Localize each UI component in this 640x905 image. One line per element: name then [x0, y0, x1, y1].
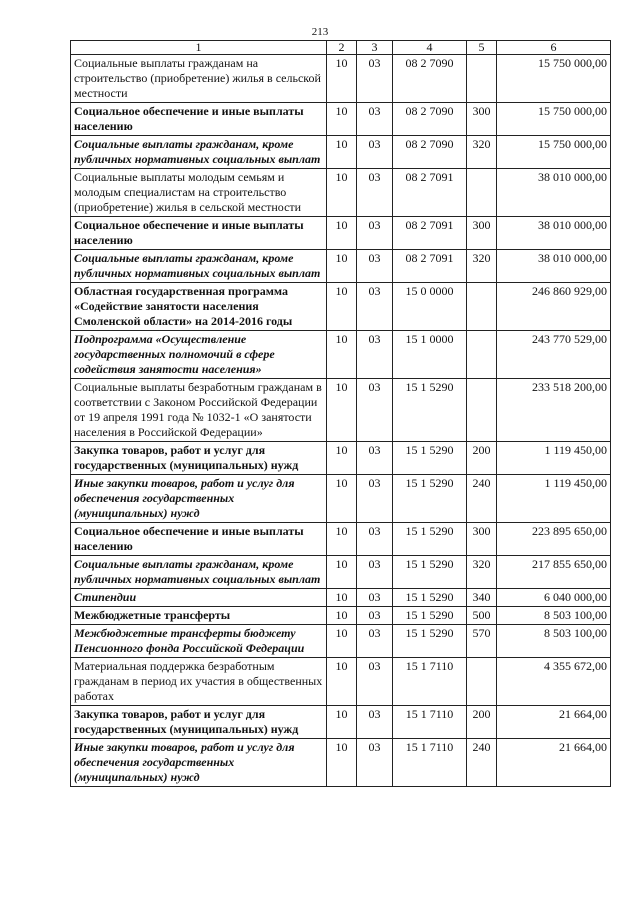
row-amount: 217 855 650,00	[497, 556, 611, 589]
row-section: 10	[327, 331, 357, 379]
row-expense-type: 320	[467, 250, 497, 283]
row-name: Социальное обеспечение и иные выплаты населению	[71, 523, 327, 556]
row-expense-type	[467, 169, 497, 217]
table-row	[71, 625, 611, 658]
row-amount: 1 119 450,00	[497, 475, 611, 523]
row-target-article: 15 1 5290	[393, 556, 467, 589]
row-name: Социальные выплаты гражданам на строительство (приобретение) жилья в сельской местности	[71, 55, 327, 103]
row-target-article: 08 2 7091	[393, 217, 467, 250]
row-section: 10	[327, 589, 357, 607]
row-amount: 243 770 529,00	[497, 331, 611, 379]
row-target-article: 15 1 5290	[393, 625, 467, 658]
row-name: Подпрограмма «Осуществление государственных полномочий в сфере содействия занятости населения»	[71, 331, 327, 379]
row-section: 10	[327, 55, 357, 103]
row-target-article: 15 1 0000	[393, 331, 467, 379]
table-row	[71, 169, 611, 217]
row-subsection: 03	[357, 217, 393, 250]
budget-table	[70, 40, 611, 787]
row-subsection: 03	[357, 475, 393, 523]
column-header-expense-type: 5	[467, 41, 497, 55]
row-expense-type	[467, 55, 497, 103]
row-expense-type: 500	[467, 607, 497, 625]
row-target-article: 15 1 7110	[393, 706, 467, 739]
row-name: Закупка товаров, работ и услуг для государственных (муниципальных) нужд	[71, 706, 327, 739]
row-amount: 38 010 000,00	[497, 169, 611, 217]
table-row	[71, 379, 611, 442]
row-subsection: 03	[357, 607, 393, 625]
row-name: Межбюджетные трансферты бюджету Пенсионного фонда Российской Федерации	[71, 625, 327, 658]
row-subsection: 03	[357, 556, 393, 589]
row-name: Социальное обеспечение и иные выплаты населению	[71, 217, 327, 250]
row-name: Материальная поддержка безработным гражданам в период их участия в общественных работах	[71, 658, 327, 706]
column-header-name: 1	[71, 41, 327, 55]
table-row	[71, 55, 611, 103]
row-section: 10	[327, 658, 357, 706]
table-row	[71, 250, 611, 283]
table-row	[71, 136, 611, 169]
row-target-article: 08 2 7091	[393, 169, 467, 217]
row-expense-type	[467, 331, 497, 379]
row-name: Социальные выплаты гражданам, кроме публичных нормативных социальных выплат	[71, 250, 327, 283]
row-section: 10	[327, 250, 357, 283]
row-target-article: 08 2 7090	[393, 136, 467, 169]
row-section: 10	[327, 475, 357, 523]
row-target-article: 08 2 7090	[393, 55, 467, 103]
row-amount: 8 503 100,00	[497, 625, 611, 658]
row-target-article: 15 1 7110	[393, 658, 467, 706]
table-row	[71, 556, 611, 589]
row-subsection: 03	[357, 169, 393, 217]
header-row	[71, 41, 611, 55]
row-target-article: 15 1 5290	[393, 379, 467, 442]
row-expense-type: 200	[467, 706, 497, 739]
row-amount: 4 355 672,00	[497, 658, 611, 706]
column-header-amount: 6	[497, 41, 611, 55]
row-subsection: 03	[357, 103, 393, 136]
row-section: 10	[327, 379, 357, 442]
row-name: Социальные выплаты гражданам, кроме публичных нормативных социальных выплат	[71, 136, 327, 169]
row-name: Социальное обеспечение и иные выплаты населению	[71, 103, 327, 136]
row-amount: 21 664,00	[497, 739, 611, 787]
table-row	[71, 589, 611, 607]
row-expense-type: 300	[467, 103, 497, 136]
column-header-target-article: 4	[393, 41, 467, 55]
row-section: 10	[327, 136, 357, 169]
table-row	[71, 442, 611, 475]
row-expense-type: 240	[467, 475, 497, 523]
row-name: Социальные выплаты безработным гражданам в соответствии с Законом Российской Федерации от 19 апреля 1991 года № 1032-1 «О занятости населения в Российской Федерации»	[71, 379, 327, 442]
row-target-article: 15 1 5290	[393, 523, 467, 556]
table-row	[71, 475, 611, 523]
row-expense-type: 570	[467, 625, 497, 658]
row-expense-type: 340	[467, 589, 497, 607]
row-expense-type: 300	[467, 523, 497, 556]
row-subsection: 03	[357, 658, 393, 706]
row-amount: 246 860 929,00	[497, 283, 611, 331]
row-subsection: 03	[357, 589, 393, 607]
row-target-article: 08 2 7090	[393, 103, 467, 136]
row-target-article: 15 1 5290	[393, 475, 467, 523]
table-row	[71, 607, 611, 625]
row-section: 10	[327, 625, 357, 658]
row-section: 10	[327, 169, 357, 217]
table-row	[71, 523, 611, 556]
row-expense-type: 320	[467, 556, 497, 589]
row-amount: 15 750 000,00	[497, 136, 611, 169]
table-row	[71, 739, 611, 787]
row-name: Иные закупки товаров, работ и услуг для обеспечения государственных (муниципальных) нужд	[71, 475, 327, 523]
row-amount: 8 503 100,00	[497, 607, 611, 625]
page-number: 213	[311, 26, 329, 38]
column-header-subsection: 3	[357, 41, 393, 55]
row-subsection: 03	[357, 442, 393, 475]
row-section: 10	[327, 706, 357, 739]
row-subsection: 03	[357, 250, 393, 283]
row-section: 10	[327, 607, 357, 625]
row-amount: 6 040 000,00	[497, 589, 611, 607]
row-expense-type	[467, 379, 497, 442]
row-target-article: 15 1 5290	[393, 589, 467, 607]
row-name: Областная государственная программа «Содействие занятости населения Смоленской области» на 2014-2016 годы	[71, 283, 327, 331]
row-name: Стипендии	[71, 589, 327, 607]
row-expense-type	[467, 283, 497, 331]
row-amount: 38 010 000,00	[497, 250, 611, 283]
row-subsection: 03	[357, 55, 393, 103]
row-name: Социальные выплаты молодым семьям и молодым специалистам на строительство (приобретение) жилья в сельской местности	[71, 169, 327, 217]
row-subsection: 03	[357, 625, 393, 658]
row-amount: 15 750 000,00	[497, 103, 611, 136]
row-subsection: 03	[357, 283, 393, 331]
row-section: 10	[327, 739, 357, 787]
row-amount: 21 664,00	[497, 706, 611, 739]
row-section: 10	[327, 103, 357, 136]
row-amount: 1 119 450,00	[497, 442, 611, 475]
table-row	[71, 103, 611, 136]
table-row	[71, 658, 611, 706]
row-expense-type	[467, 658, 497, 706]
row-subsection: 03	[357, 706, 393, 739]
row-target-article: 15 1 5290	[393, 607, 467, 625]
row-section: 10	[327, 523, 357, 556]
row-section: 10	[327, 442, 357, 475]
row-section: 10	[327, 556, 357, 589]
row-name: Социальные выплаты гражданам, кроме публичных нормативных социальных выплат	[71, 556, 327, 589]
row-subsection: 03	[357, 523, 393, 556]
row-subsection: 03	[357, 739, 393, 787]
row-target-article: 08 2 7091	[393, 250, 467, 283]
row-expense-type: 300	[467, 217, 497, 250]
row-subsection: 03	[357, 136, 393, 169]
row-amount: 38 010 000,00	[497, 217, 611, 250]
row-subsection: 03	[357, 379, 393, 442]
row-section: 10	[327, 283, 357, 331]
row-amount: 15 750 000,00	[497, 55, 611, 103]
row-name: Иные закупки товаров, работ и услуг для обеспечения государственных (муниципальных) нужд	[71, 739, 327, 787]
row-amount: 233 518 200,00	[497, 379, 611, 442]
table-row	[71, 706, 611, 739]
row-expense-type: 240	[467, 739, 497, 787]
table-row	[71, 217, 611, 250]
row-target-article: 15 1 5290	[393, 442, 467, 475]
row-subsection: 03	[357, 331, 393, 379]
row-amount: 223 895 650,00	[497, 523, 611, 556]
row-expense-type: 320	[467, 136, 497, 169]
table-row	[71, 331, 611, 379]
table-row	[71, 283, 611, 331]
row-expense-type: 200	[467, 442, 497, 475]
row-name: Межбюджетные трансферты	[71, 607, 327, 625]
row-section: 10	[327, 217, 357, 250]
column-header-section: 2	[327, 41, 357, 55]
row-target-article: 15 0 0000	[393, 283, 467, 331]
row-target-article: 15 1 7110	[393, 739, 467, 787]
row-name: Закупка товаров, работ и услуг для государственных (муниципальных) нужд	[71, 442, 327, 475]
